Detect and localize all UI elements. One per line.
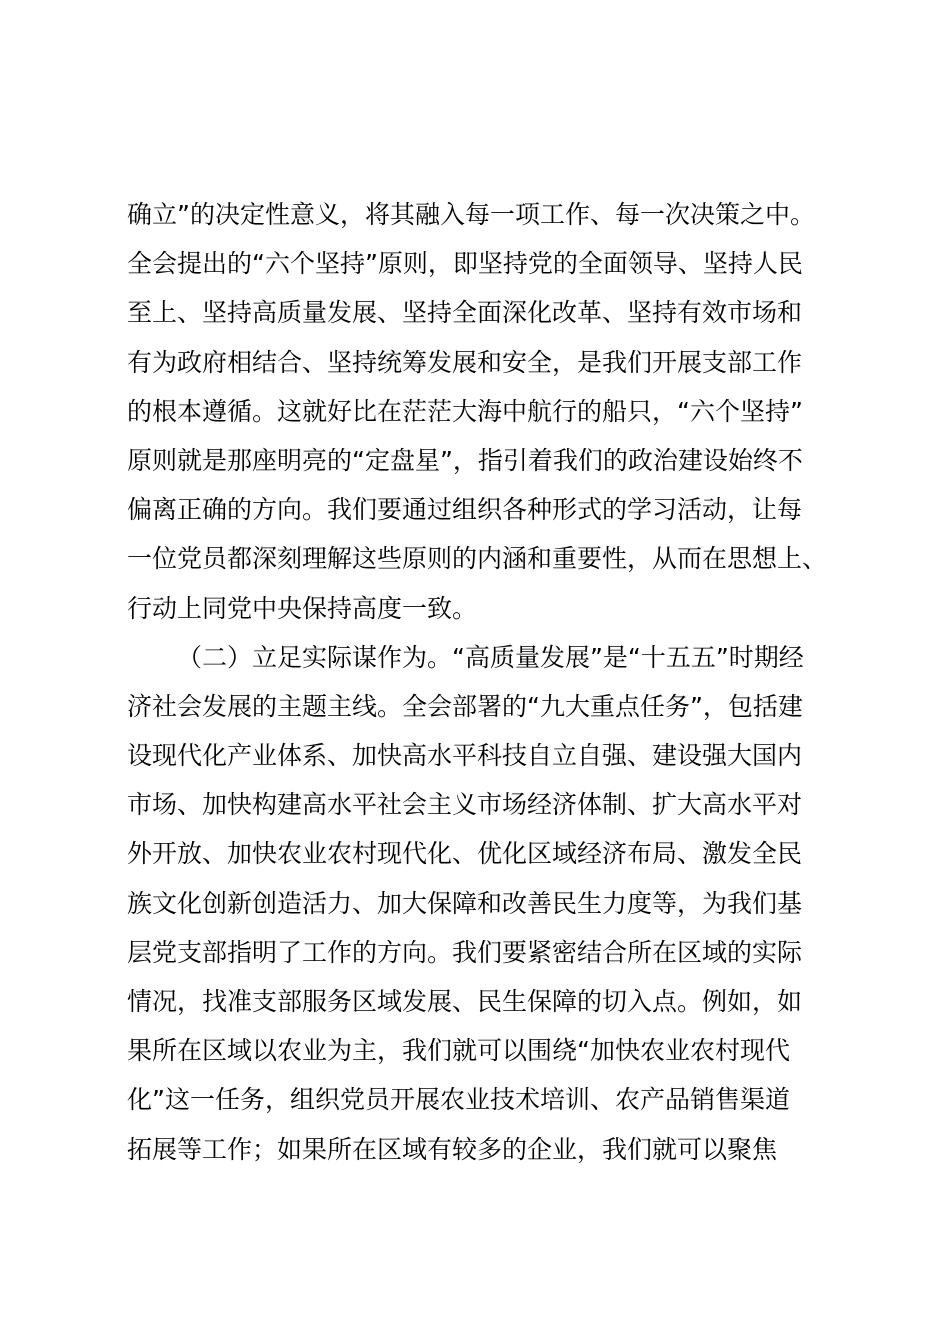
- text-line: 至上、坚持高质量发展、坚持全面深化改革、坚持有效市场和: [127, 298, 803, 328]
- text-line: 的根本遵循。这就好比在茫茫大海中航行的船只，“六个坚持”: [127, 396, 803, 426]
- text-line: 有为政府相结合、坚持统筹发展和安全，是我们开展支部工作: [127, 347, 803, 377]
- text-line: 确立”的决定性意义，将其融入每一项工作、每一次决策之中。: [127, 200, 815, 229]
- text-line: 外开放、加快农业农村现代化、优化区域经济布局、激发全民: [127, 839, 803, 869]
- text-line: 济社会发展的主题主线。全会部署的“九大重点任务”，包括建: [127, 691, 803, 721]
- text-line: 原则就是那座明亮的“定盘星”，指引着我们的政治建设始终不: [127, 445, 803, 475]
- body-text: [127, 190, 847, 1174]
- text-line: 族文化创新创造活力、加大保障和改善民生力度等，为我们基: [127, 888, 803, 918]
- text-line: 全会提出的“六个坚持”原则，即坚持党的全面领导、坚持人民: [127, 249, 803, 279]
- text-line: 行动上同党中央保持高度一致。: [127, 593, 478, 623]
- text-line: 层党支部指明了工作的方向。我们要紧密结合所在区域的实际: [127, 937, 803, 967]
- text-line: 拓展等工作；如果所在区域有较多的企业，我们就可以聚焦: [127, 1134, 778, 1164]
- text-line: 情况，找准支部服务区域发展、民生保障的切入点。例如，如: [127, 987, 803, 1016]
- section-heading-line: （二）立足实际谋作为。“高质量发展”是“十五五”时期经: [177, 642, 804, 672]
- text-line: 偏离正确的方向。我们要通过组织各种形式的学习活动，让每: [127, 495, 803, 525]
- text-line: 果所在区域以农业为主，我们就可以围绕“加快农业农村现代: [127, 1036, 790, 1066]
- text-line: 化”这一任务，组织党员开展农业技术培训、农产品销售渠道: [127, 1085, 790, 1115]
- text-line: 设现代化产业体系、加快高水平科技自立自强、建设强大国内: [127, 741, 803, 771]
- text-line: 市场、加快构建高水平社会主义市场经济体制、扩大高水平对: [127, 790, 803, 820]
- text-line: 一位党员都深刻理解这些原则的内涵和重要性，从而在思想上、: [127, 544, 828, 574]
